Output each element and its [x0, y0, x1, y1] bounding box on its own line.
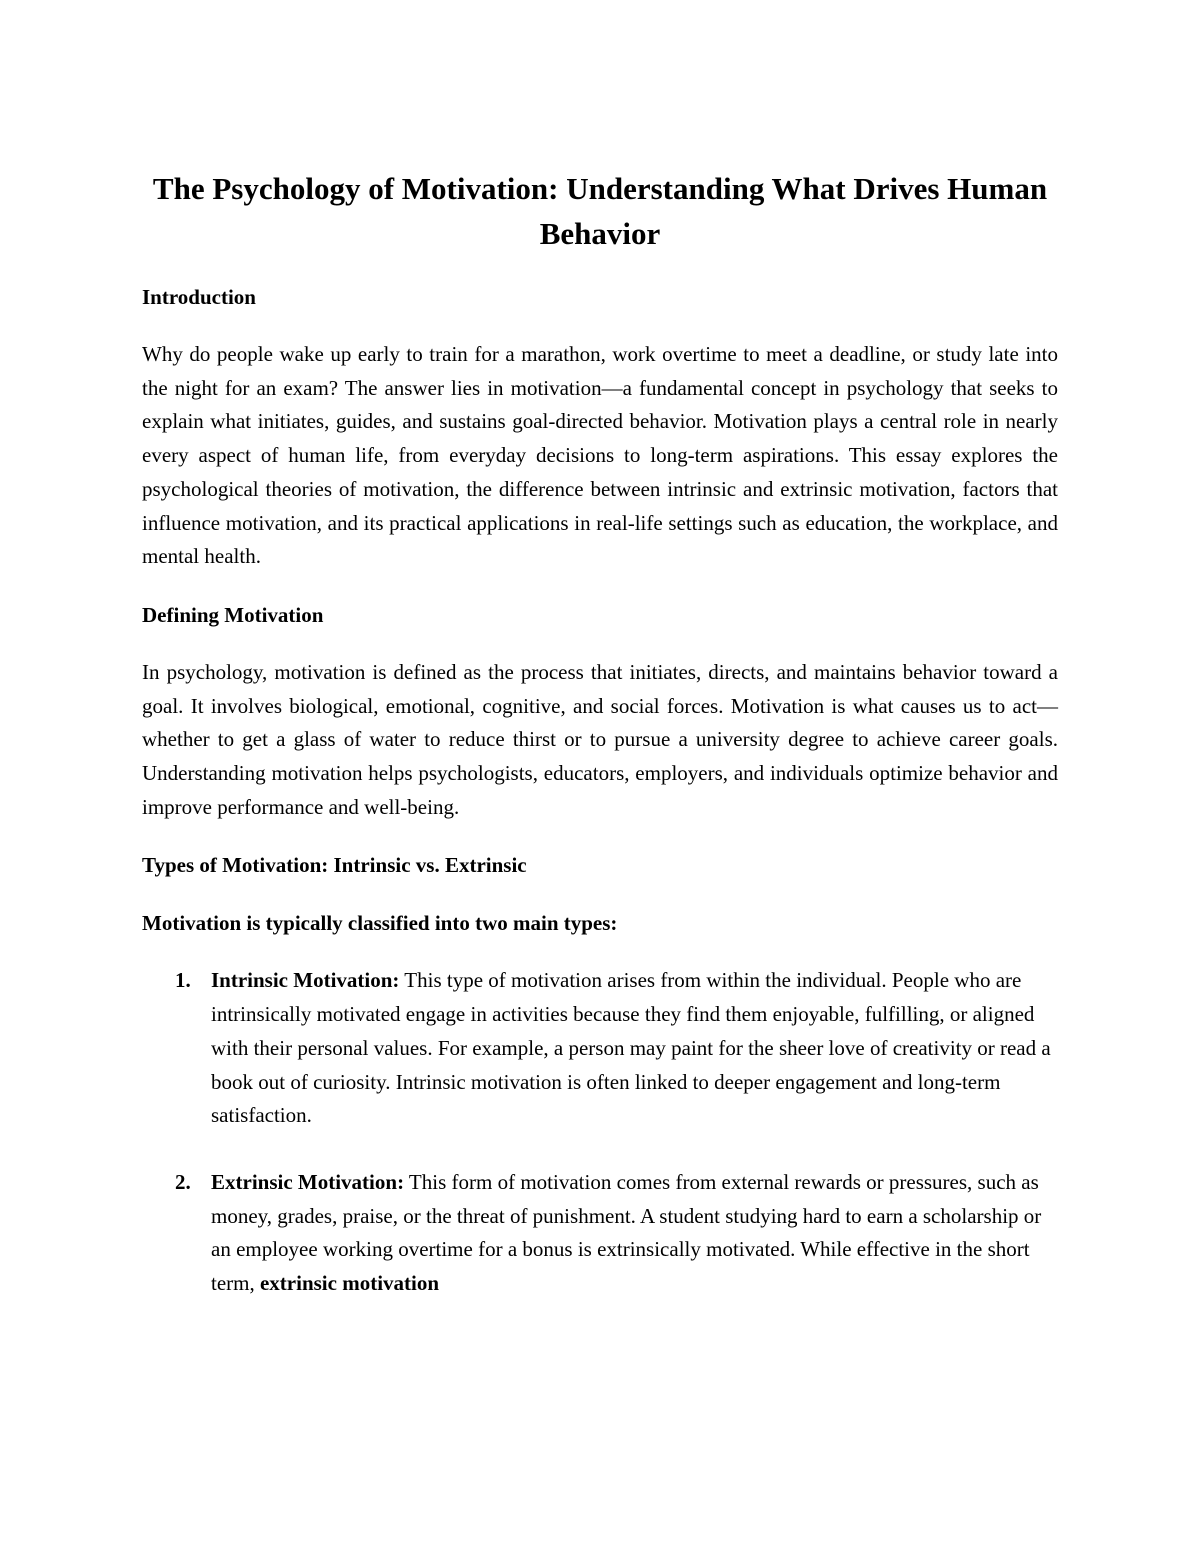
list-item-extrinsic: [142, 1166, 1058, 1301]
defining-motivation-paragraph: In psychology, motivation is defined as the process that initiates, directs, and maintains behavior toward a goal. It involves biological, emotional, cognitive, and social forces. Motivation is what causes us to act—whether to get a glass of water to reduce thirst or to pursue a university degree to achieve career goals. Understanding motivation helps psychologists, educators, employers, and individuals optimize behavior and improve performance and well-being.: [142, 659, 1058, 819]
section-heading-introduction: Introduction: [142, 285, 256, 309]
section-heading-defining-motivation: Defining Motivation: [142, 602, 324, 627]
types-intro-line: Motivation is typically classified into two main types:: [142, 911, 618, 936]
list-number: 1.: [175, 968, 191, 993]
list-item-label: Extrinsic Motivation:: [211, 1169, 405, 1194]
document-page: [142, 166, 1058, 1334]
introduction-paragraph: Why do people wake up early to train for a marathon, work overtime to meet a deadline, or study late into the night for an exam? The answer lies in motivation—a fundamental concept in psychology that seeks to explain what initiates, guides, and sustains goal-directed behavior. Motivation plays a central role in nearly every aspect of human life, from everyday decisions to long-term aspirations. This essay explores the psychological theories of motivation, the difference between intrinsic and extrinsic motivation, factors that influence motivation, and its practical applications in real-life settings such as education, the workplace, and mental health.: [142, 342, 1058, 569]
list-item-tail-bold: extrinsic motivation: [259, 1271, 440, 1296]
list-item-label: Intrinsic Motivation:: [211, 968, 400, 993]
document-title: The Psychology of Motivation: Understanding What Drives Human Behavior: [152, 171, 1048, 251]
motivation-types-list: [142, 964, 1058, 1300]
section-heading-types-of-motivation: Types of Motivation: Intrinsic vs. Extrinsic: [142, 853, 527, 878]
list-number: 2.: [175, 1169, 191, 1194]
list-item-intrinsic: [142, 964, 1058, 1133]
list-item-text: This type of motivation arises from within the individual. People who are intrinsically motivated engage in activities because they find them enjoyable, fulfilling, or aligned with their personal values. For example, a person may paint for the sheer love of creativity or read a book out of curiosity. Intrinsic motivation is often linked to deeper engagement and long-term satisfaction.: [211, 968, 1051, 1128]
list-item-text: This form of motivation comes from external rewards or pressures, such as money, grades, praise, or the threat of punishment. A student studying hard to earn a scholarship or an employee working overtime for a bonus is extrinsically motivated. While effective in the short term,: [211, 1169, 1042, 1296]
